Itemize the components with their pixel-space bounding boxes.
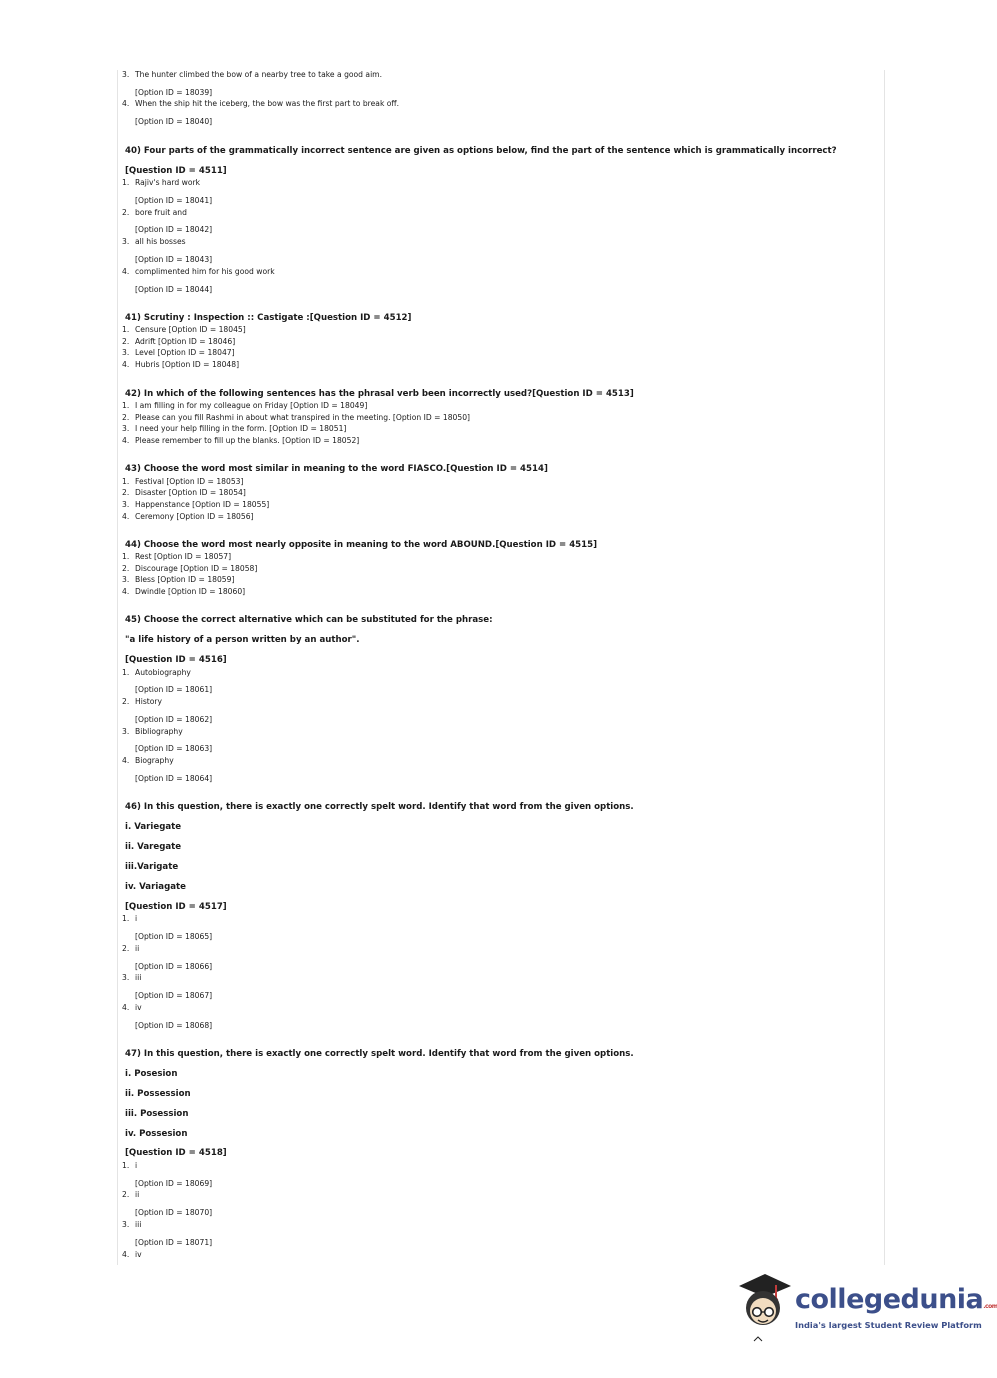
option-row: 3. all his bosses [122, 237, 186, 246]
option-row: 1. Festival [Option ID = 18053] [122, 477, 244, 486]
question-phrase: "a life history of a person written by an author". [125, 635, 360, 645]
option-row: 1. I am filling in for my colleague on Friday [Option ID = 18049] [122, 401, 368, 410]
option-id: [Option ID = 18071] [135, 1238, 213, 1247]
word-choice: i. Variegate [125, 822, 182, 832]
right-margin-line [884, 70, 885, 1265]
word-choice: iv. Possesion [125, 1129, 188, 1139]
brand-name: collegedunia.com [795, 1284, 997, 1315]
word-choice: ii. Possession [125, 1089, 191, 1099]
option-row: 3. Level [Option ID = 18047] [122, 348, 235, 357]
option-row: 4. Please remember to fill up the blanks. [Option ID = 18052] [122, 436, 360, 445]
option-row: 4. Biography [122, 756, 174, 765]
option-row: 2. ii [122, 944, 140, 953]
option-row: 1. i [122, 1161, 138, 1170]
option-id: [Option ID = 18063] [135, 744, 213, 753]
option-id: [Option ID = 18040] [135, 117, 213, 126]
question-title: 45) Choose the correct alternative which can be substituted for the phrase: [125, 615, 493, 625]
option-id: [Option ID = 18042] [135, 225, 213, 234]
option-id: [Option ID = 18041] [135, 196, 213, 205]
option-row: 1. i [122, 914, 138, 923]
option-row: 3. The hunter climbed the bow of a nearby tree to take a good aim. [122, 70, 382, 79]
option-id: [Option ID = 18064] [135, 774, 213, 783]
option-id: [Option ID = 18039] [135, 88, 213, 97]
question-title: 47) In this question, there is exactly one correctly spelt word. Identify that word from the given options. [125, 1049, 634, 1059]
question-title: 42) In which of the following sentences has the phrasal verb been incorrectly used?[Question ID = 4513] [125, 389, 634, 399]
brand-tagline: India's largest Student Review Platform [795, 1320, 982, 1330]
option-row: 4. Ceremony [Option ID = 18056] [122, 512, 254, 521]
question-title: 43) Choose the word most similar in meaning to the word FIASCO.[Question ID = 4514] [125, 464, 548, 474]
option-id: [Option ID = 18065] [135, 932, 213, 941]
option-row: 1. Rest [Option ID = 18057] [122, 552, 232, 561]
question-id: [Question ID = 4516] [125, 655, 227, 665]
option-row: 1. Rajiv's hard work [122, 178, 200, 187]
option-id: [Option ID = 18062] [135, 715, 213, 724]
option-row: 3. Bless [Option ID = 18059] [122, 575, 235, 584]
option-id: [Option ID = 18069] [135, 1179, 213, 1188]
question-id: [Question ID = 4517] [125, 902, 227, 912]
option-row: 2. Adrift [Option ID = 18046] [122, 337, 236, 346]
option-row: 4. When the ship hit the iceberg, the bow was the first part to break off. [122, 99, 400, 108]
option-id: [Option ID = 18043] [135, 255, 213, 264]
option-row: 4. Hubris [Option ID = 18048] [122, 360, 240, 369]
question-id: [Question ID = 4511] [125, 166, 227, 176]
question-title: 41) Scrutiny : Inspection :: Castigate :[Question ID = 4512] [125, 313, 412, 323]
question-title: 40) Four parts of the grammatically incorrect sentence are given as options below, find the part of the sentence which is grammatically incorrect? [125, 146, 837, 156]
option-row: 3. iii [122, 973, 142, 982]
word-choice: i. Posesion [125, 1069, 178, 1079]
option-id: [Option ID = 18044] [135, 285, 213, 294]
word-choice: iv. Variagate [125, 882, 186, 892]
option-row: 2. Discourage [Option ID = 18058] [122, 564, 258, 573]
option-row: 4. iv [122, 1250, 142, 1259]
option-id: [Option ID = 18067] [135, 991, 213, 1000]
option-id: [Option ID = 18068] [135, 1021, 213, 1030]
option-row: 1. Autobiography [122, 668, 191, 677]
option-row: 3. Happenstance [Option ID = 18055] [122, 500, 270, 509]
option-row: 2. Disaster [Option ID = 18054] [122, 488, 246, 497]
option-row: 2. History [122, 697, 163, 706]
question-title: 44) Choose the word most nearly opposite in meaning to the word ABOUND.[Question ID = 4515] [125, 540, 598, 550]
word-choice: ii. Varegate [125, 842, 182, 852]
option-id: [Option ID = 18061] [135, 685, 213, 694]
word-choice: iii.Varigate [125, 862, 179, 872]
option-row: 2. Please can you fill Rashmi in about what transpired in the meeting. [Option ID = 18050] [122, 413, 471, 422]
option-id: [Option ID = 18066] [135, 962, 213, 971]
option-row: 4. Dwindle [Option ID = 18060] [122, 587, 246, 596]
option-row: 3. iii [122, 1220, 142, 1229]
option-row: 4. complimented him for his good work [122, 267, 275, 276]
word-choice: iii. Posession [125, 1109, 189, 1119]
option-row: 3. I need your help filling in the form. [Option ID = 18051] [122, 424, 347, 433]
option-row: 2. ii [122, 1190, 140, 1199]
option-row: 4. iv [122, 1003, 142, 1012]
option-row: 1. Censure [Option ID = 18045] [122, 325, 246, 334]
question-title: 46) In this question, there is exactly one correctly spelt word. Identify that word from the given options. [125, 802, 634, 812]
question-id: [Question ID = 4518] [125, 1148, 227, 1158]
left-margin-line [117, 70, 118, 1265]
option-row: 3. Bibliography [122, 727, 183, 736]
option-id: [Option ID = 18070] [135, 1208, 213, 1217]
option-row: 2. bore fruit and [122, 208, 187, 217]
